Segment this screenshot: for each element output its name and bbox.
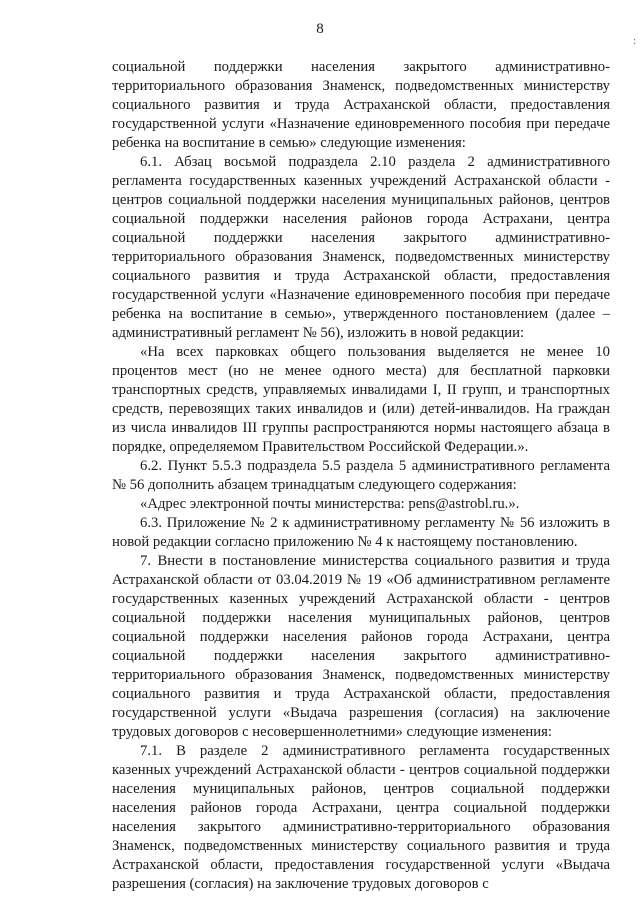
scan-edge-mark: :	[633, 36, 636, 47]
page-number: 8	[316, 21, 324, 37]
paragraph-email: «Адрес электронной почты министерства: pens@astrobl.ru.».	[140, 496, 520, 512]
paragraph-quote-parking: «На всех парковках общего пользования выделяется не менее 10 процентов мест (но не менее одного места) для бесплатной парковки транспортных средств, управляемых инвалидами I, II групп, и транспортных средств, перевозящих таких инвалидов и (или) детей-инвалидов. На граждан из числа инвалидов III группы распространяются нормы настоящего абзаца в порядке, определяемом Правительством Российской Федерации.».	[112, 344, 610, 455]
paragraph-7-1: 7.1. В разделе 2 административного регламента государственных казенных учреждений Астраханской области - центров социальной поддержки населения муниципальных районов, центров социальной поддержки населения районов города Астрахани, центра социальной поддержки населения закрытого административно-территориального образования Знаменск, подведомственных министерству социального развития и труда Астраханской области, предоставления государственной услуги «Выдача разрешения (согласия) на заключение трудовых договоров с	[112, 743, 610, 892]
paragraph-6-1: 6.1. Абзац восьмой подраздела 2.10 раздела 2 административного регламента государственных казенных учреждений Астраханской области - центров социальной поддержки населения муниципальных районов, центров социальной поддержки населения районов города Астрахани, центра социальной поддержки населения закрытого административно-территориального образования Знаменск, подведомственных министерству социального развития и труда Астраханской области, предоставления государственной услуги «Назначение единовременного пособия при передаче ребенка на воспитание в семью», утвержденного постановлением (далее – административный регламент № 56), изложить в новой редакции:	[112, 154, 610, 341]
paragraph-continuation: социальной поддержки населения закрытого административно-территориального образования Знаменск, подведомственных министерству социального развития и труда Астраханской области, предоставления государственной услуги «Назначение единовременного пособия при передаче ребенка на воспитание в семью» следующие изменения:	[112, 59, 610, 151]
paragraph-6-2: 6.2. Пункт 5.5.3 подраздела 5.5 раздела 5 административного регламента № 56 дополнить абзацем тринадцатым следующего содержания:	[112, 458, 610, 493]
paragraph-6-3: 6.3. Приложение № 2 к административному регламенту № 56 изложить в новой редакции согласно приложению № 4 к настоящему постановлению.	[112, 515, 610, 550]
paragraph-7: 7. Внести в постановление министерства социального развития и труда Астраханской области от 03.04.2019 № 19 «Об административном регламенте государственных казенных учреждений Астраханской области - центров социальной поддержки населения муниципальных районов, центров социальной поддержки населения районов города Астрахани, центра социальной поддержки населения закрытого административно-территориального образования Знаменск, подведомственных министерству социального развития и труда Астраханской области, предоставления государственной услуги «Выдача разрешения (согласия) на заключение трудовых договоров с несовершеннолетними» следующие изменения:	[112, 553, 610, 740]
document-body	[112, 58, 610, 894]
